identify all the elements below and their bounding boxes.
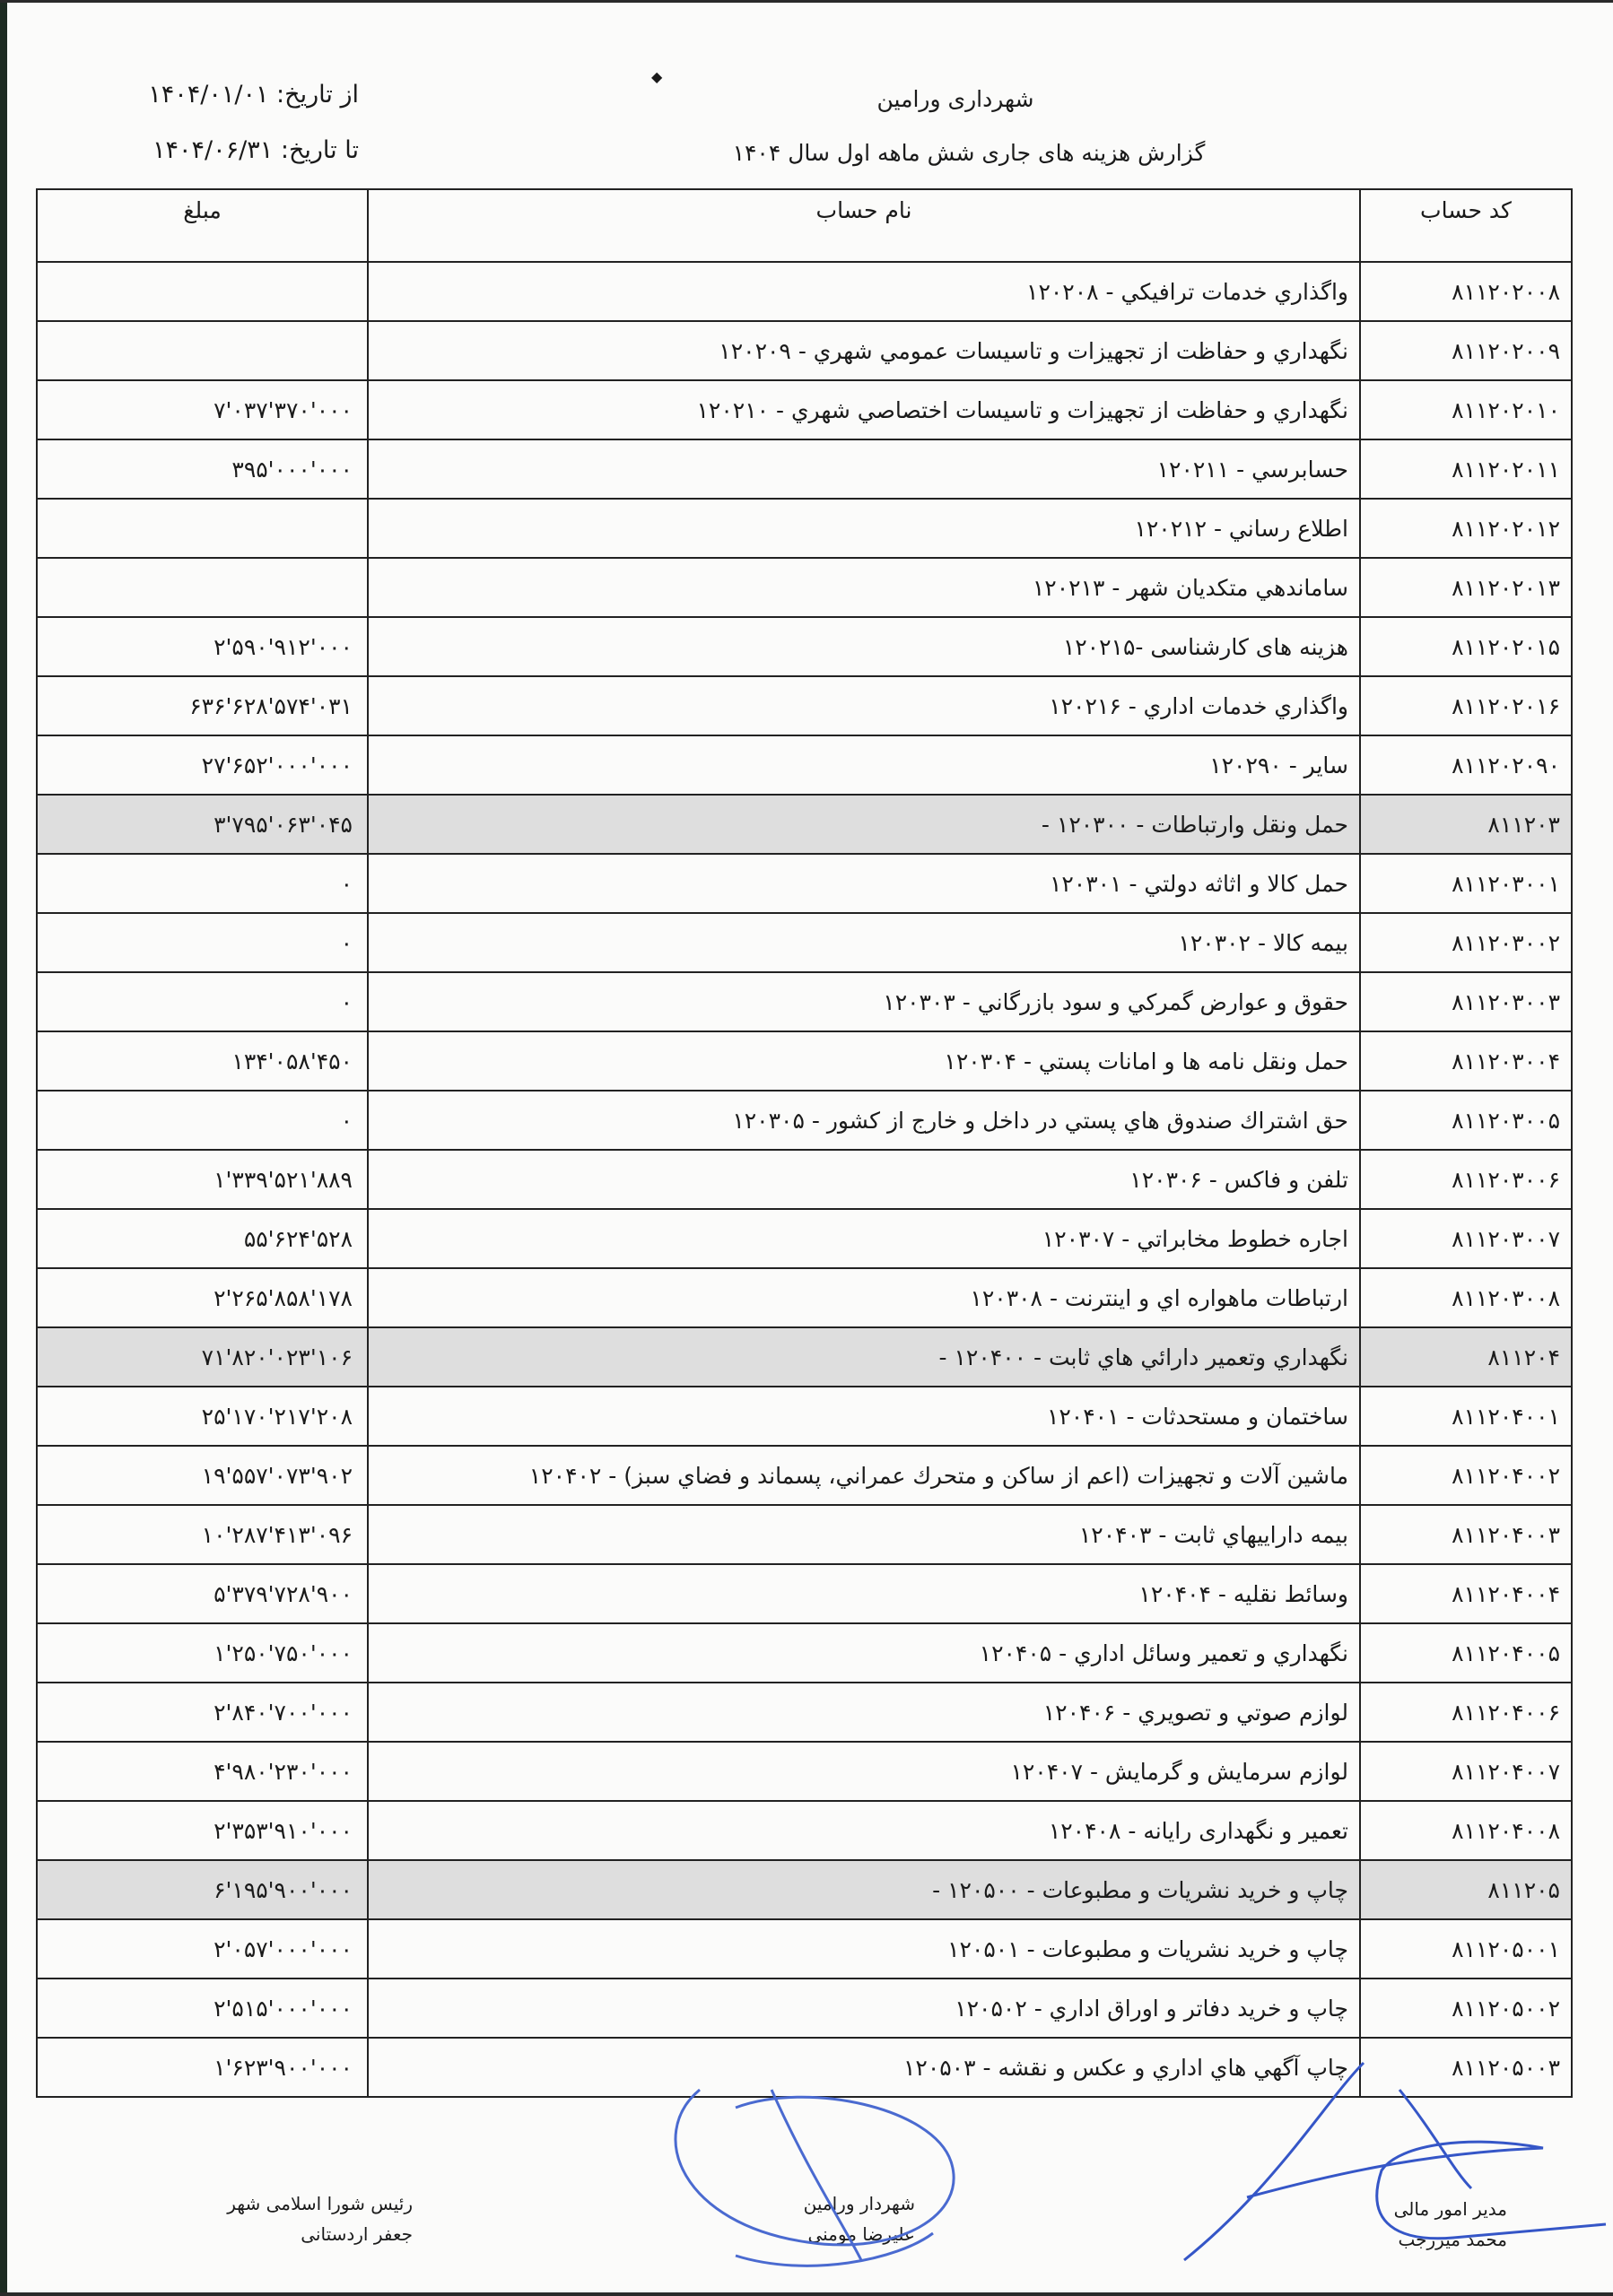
account-code: ۸۱۱۲۰۴۰۰۷ [1452, 1758, 1560, 1785]
account-name: لوازم سرمايش و گرمايش - ۱۲۰۴۰۷ [1010, 1758, 1348, 1785]
amount: ۳۹۵'۰۰۰'۰۰۰ [231, 456, 353, 483]
amount-cell [37, 1209, 368, 1268]
from-date [54, 81, 359, 109]
account-name: تلفن و فاكس - ۱۲۰۳۰۶ [1129, 1166, 1348, 1193]
amount-cell [37, 1860, 368, 1919]
amount: ۰ [340, 870, 353, 897]
account-name-cell [368, 499, 1360, 558]
table-header-row [37, 189, 1572, 262]
expense-report-table [36, 188, 1573, 2098]
account-code: ۸۱۱۲۰۳۰۰۴ [1452, 1048, 1560, 1074]
amount: ۷'۰۳۷'۳۷۰'۰۰۰ [214, 396, 353, 423]
account-code: ۸۱۱۲۰۳۰۰۶ [1452, 1166, 1560, 1193]
account-code: ۸۱۱۲۰۳۰۰۳ [1452, 988, 1560, 1015]
account-code-cell [1360, 439, 1572, 499]
account-name: وسائط نقليه - ۱۲۰۴۰۴ [1138, 1580, 1348, 1607]
account-name: بيمه كالا - ۱۲۰۳۰۲ [1178, 929, 1348, 956]
account-name-cell [368, 321, 1360, 380]
table-row [37, 499, 1572, 558]
account-code: ۸۱۱۲۰۴۰۰۲ [1452, 1462, 1560, 1489]
account-name-cell [368, 1209, 1360, 1268]
amount-cell [37, 1801, 368, 1860]
account-code: ۸۱۱۲۰۲۰۰۸ [1452, 278, 1560, 305]
account-name: حمل كالا و اثاثه دولتي - ۱۲۰۳۰۱ [1049, 870, 1348, 897]
amount: ۲۷'۶۵۲'۰۰۰'۰۰۰ [201, 752, 353, 778]
table-row [37, 972, 1572, 1031]
account-code: ۸۱۱۲۰۲۰۱۲ [1452, 515, 1560, 542]
account-name-cell [368, 913, 1360, 972]
table-row [37, 1209, 1572, 1268]
to-date-value: ۱۴۰۴/۰۶/۳۱ [153, 136, 274, 164]
amount: ۰ [340, 929, 353, 956]
amount: ۲۵'۱۷۰'۲۱۷'۲۰۸ [201, 1403, 353, 1430]
signatory-title: مدیر امور مالی [1393, 2198, 1507, 2220]
to-date-label: تا تاریخ: [280, 136, 359, 164]
account-name: ساختمان و مستحدثات - ۱۲۰۴۰۱ [1046, 1403, 1348, 1430]
amount-cell [37, 1091, 368, 1150]
table-row [37, 1623, 1572, 1683]
account-name: ساماندهي متكديان شهر - ۱۲۰۲۱۳ [1032, 574, 1348, 601]
account-name-cell [368, 1623, 1360, 1683]
account-code: ۸۱۱۲۰۴ [1487, 1344, 1560, 1370]
amount: ۲'۰۵۷'۰۰۰'۰۰۰ [214, 1935, 353, 1962]
table-row [37, 1031, 1572, 1091]
amount-cell [37, 439, 368, 499]
account-code: ۸۱۱۲۰۲۰۱۶ [1452, 692, 1560, 719]
table-row [37, 1919, 1572, 1979]
signatory-name: جعفر اردستانی [301, 2223, 413, 2245]
account-code-cell [1360, 1979, 1572, 2038]
account-code: ۸۱۱۲۰۵۰۰۳ [1452, 2054, 1560, 2081]
account-name: واگذاري خدمات ترافيكي - ۱۲۰۲۰۸ [1026, 278, 1348, 305]
column-header-amount: مبلغ [37, 189, 368, 262]
account-name-cell [368, 1801, 1360, 1860]
account-code: ۸۱۱۲۰۲۰۱۰ [1452, 396, 1560, 423]
account-name-cell [368, 1268, 1360, 1327]
signatory-title: رئیس شورا اسلامی شهر [227, 2193, 413, 2214]
to-date [54, 136, 359, 164]
account-name-cell [368, 972, 1360, 1031]
column-header-name: نام حساب [368, 189, 1360, 262]
amount-cell [37, 913, 368, 972]
account-code-cell [1360, 676, 1572, 735]
table-row [37, 1268, 1572, 1327]
account-code-cell [1360, 1801, 1572, 1860]
amount-cell [37, 854, 368, 913]
amount-cell [37, 380, 368, 439]
account-code: ۸۱۱۲۰۳۰۰۷ [1452, 1225, 1560, 1252]
amount: ۵'۳۷۹'۷۲۸'۹۰۰ [214, 1580, 353, 1607]
table-row [37, 1742, 1572, 1801]
amount-cell [37, 735, 368, 795]
account-code-cell [1360, 1209, 1572, 1268]
amount: ۱'۶۲۳'۹۰۰'۰۰۰ [214, 2054, 353, 2081]
signatory-finance-manager [1328, 2194, 1507, 2255]
account-code-cell [1360, 972, 1572, 1031]
amount-cell [37, 1683, 368, 1742]
account-code: ۸۱۱۲۰۳۰۰۱ [1452, 870, 1560, 897]
account-code: ۸۱۱۲۰۲۰۱۳ [1452, 574, 1560, 601]
account-code-cell [1360, 1268, 1572, 1327]
account-name: ارتباطات ماهواره اي و اينترنت - ۱۲۰۳۰۸ [970, 1284, 1348, 1311]
account-code-cell [1360, 1683, 1572, 1742]
account-code-cell [1360, 1446, 1572, 1505]
account-name-cell [368, 1327, 1360, 1387]
account-name: حقوق و عوارض گمركي و سود بازرگاني - ۱۲۰۳۰۳ [883, 988, 1348, 1015]
scan-border-left [0, 0, 7, 2296]
table-row [37, 1387, 1572, 1446]
table-row [37, 1091, 1572, 1150]
account-code: ۸۱۱۲۰۳۰۰۸ [1452, 1284, 1560, 1311]
account-code-cell [1360, 1091, 1572, 1150]
table-row [37, 321, 1572, 380]
table-row [37, 1683, 1572, 1742]
report-title: گزارش هزینه های جاری شش ماهه اول سال ۱۴۰۴ [732, 140, 1206, 166]
account-name: تعمير و نگهداری رايانه - ۱۲۰۴۰۸ [1048, 1817, 1348, 1844]
account-code-cell [1360, 1623, 1572, 1683]
account-name: اجاره خطوط مخابراتي - ۱۲۰۳۰۷ [1042, 1225, 1348, 1252]
account-code: ۸۱۱۲۰۵ [1487, 1876, 1560, 1903]
table-group-row [37, 795, 1572, 854]
amount: ۴'۹۸۰'۲۳۰'۰۰۰ [214, 1758, 353, 1785]
account-code-cell [1360, 1564, 1572, 1623]
account-name-cell [368, 380, 1360, 439]
account-code: ۸۱۱۲۰۴۰۰۳ [1452, 1521, 1560, 1548]
account-name-cell [368, 1505, 1360, 1564]
account-code: ۸۱۱۲۰۳۰۰۵ [1452, 1107, 1560, 1134]
amount-cell [37, 1150, 368, 1209]
ink-mark: ◆ [651, 68, 663, 85]
amount-cell [37, 1327, 368, 1387]
table-row [37, 1150, 1572, 1209]
account-name-cell [368, 558, 1360, 617]
account-code: ۸۱۱۲۰۲۰۱۵ [1452, 633, 1560, 660]
account-name-cell [368, 617, 1360, 676]
amount: ۱۹'۵۵۷'۰۷۳'۹۰۲ [201, 1462, 353, 1489]
account-code-cell [1360, 1387, 1572, 1446]
account-code-cell [1360, 795, 1572, 854]
account-code: ۸۱۱۲۰۵۰۰۲ [1452, 1995, 1560, 2022]
amount-cell [37, 1268, 368, 1327]
account-code: ۸۱۱۲۰۲۰۹۰ [1452, 752, 1560, 778]
account-name: ماشين آلات و تجهيزات (اعم از ساكن و متحرك عمراني، پسماند و فضاي سبز) - ۱۲۰۴۰۲ [528, 1462, 1348, 1489]
signatory-mayor [718, 2188, 915, 2249]
account-name-cell [368, 735, 1360, 795]
amount: ۶۳۶'۶۲۸'۵۷۴'۰۳۱ [189, 692, 353, 719]
table-group-row [37, 1860, 1572, 1919]
account-code-cell [1360, 1860, 1572, 1919]
table-row [37, 1801, 1572, 1860]
account-name-cell [368, 1919, 1360, 1979]
account-name-cell [368, 1860, 1360, 1919]
account-name-cell [368, 1031, 1360, 1091]
amount-cell [37, 1742, 368, 1801]
amount: ۱۰'۲۸۷'۴۱۳'۰۹۶ [201, 1521, 353, 1548]
table-row [37, 854, 1572, 913]
account-code: ۸۱۱۲۰۳ [1487, 811, 1560, 838]
account-code-cell [1360, 1919, 1572, 1979]
scan-border-bottom [0, 2292, 1613, 2296]
account-code-cell [1360, 558, 1572, 617]
amount-cell [37, 1387, 368, 1446]
account-name-cell [368, 262, 1360, 321]
table-row [37, 262, 1572, 321]
account-code-cell [1360, 913, 1572, 972]
account-name-cell [368, 1150, 1360, 1209]
table-row [37, 1505, 1572, 1564]
account-code-cell [1360, 1327, 1572, 1387]
account-name: حسابرسي - ۱۲۰۲۱۱ [1156, 456, 1348, 483]
account-name: حمل ونقل وارتباطات - ۱۲۰۳۰۰ - [1041, 811, 1348, 838]
account-name-cell [368, 1683, 1360, 1742]
amount-cell [37, 321, 368, 380]
signatory-council-head [144, 2188, 413, 2249]
amount: ۱'۳۳۹'۵۲۱'۸۸۹ [214, 1166, 353, 1193]
table-row [37, 1564, 1572, 1623]
scan-border-top [0, 0, 1613, 3]
account-name: حمل ونقل نامه ها و امانات پستي - ۱۲۰۳۰۴ [944, 1048, 1348, 1074]
amount: ۱۳۴'۰۵۸'۴۵۰ [231, 1048, 353, 1074]
account-code: ۸۱۱۲۰۵۰۰۱ [1452, 1935, 1560, 1962]
account-name-cell [368, 1979, 1360, 2038]
account-name: چاپ و خريد نشريات و مطبوعات - ۱۲۰۵۰۱ [947, 1935, 1348, 1962]
signatory-title: شهردار ورامین [803, 2193, 915, 2214]
account-name-cell [368, 1446, 1360, 1505]
column-header-code: کد حساب [1360, 189, 1572, 262]
amount: ۲'۳۵۳'۹۱۰'۰۰۰ [214, 1817, 353, 1844]
from-date-value: ۱۴۰۴/۰۱/۰۱ [148, 81, 269, 109]
table-row [37, 735, 1572, 795]
account-code-cell [1360, 499, 1572, 558]
account-name: چاپ آگهي هاي اداري و عكس و نقشه - ۱۲۰۵۰۳ [902, 2054, 1348, 2081]
signatory-name: علیرضا مومنی [807, 2223, 915, 2245]
account-name-cell [368, 1387, 1360, 1446]
table-row [37, 1446, 1572, 1505]
account-code-cell [1360, 854, 1572, 913]
account-name: چاپ و خريد نشريات و مطبوعات - ۱۲۰۵۰۰ - [932, 1876, 1348, 1903]
amount-cell [37, 1564, 368, 1623]
table-row [37, 913, 1572, 972]
amount: ۰ [340, 988, 353, 1015]
account-name: بيمه داراييهاي ثابت - ۱۲۰۴۰۳ [1078, 1521, 1348, 1548]
account-code: ۸۱۱۲۰۴۰۰۱ [1452, 1403, 1560, 1430]
account-name: ساير - ۱۲۰۲۹۰ [1209, 752, 1348, 778]
amount-cell [37, 1919, 368, 1979]
amount-cell [37, 795, 368, 854]
account-name-cell [368, 854, 1360, 913]
amount: ۵۵'۶۲۴'۵۲۸ [243, 1225, 353, 1252]
table-row [37, 558, 1572, 617]
account-name-cell [368, 2038, 1360, 2097]
amount-cell [37, 1505, 368, 1564]
account-name: نگهداري و تعمير وسائل اداري - ۱۲۰۴۰۵ [979, 1639, 1348, 1666]
account-name: حق اشتراك صندوق هاي پستي در داخل و خارج از كشور - ۱۲۰۳۰۵ [732, 1107, 1348, 1134]
amount-cell [37, 1979, 368, 2038]
amount: ۲'۲۶۵'۸۵۸'۱۷۸ [214, 1284, 353, 1311]
amount-cell [37, 2038, 368, 2097]
account-name: نگهداري و حفاظت از تجهيزات و تاسيسات عمومي شهري - ۱۲۰۲۰۹ [719, 337, 1348, 364]
amount-cell [37, 1623, 368, 1683]
table-group-row [37, 1327, 1572, 1387]
account-name-cell [368, 439, 1360, 499]
organization-title: شهرداری ورامین [876, 86, 1034, 112]
account-code-cell [1360, 321, 1572, 380]
amount: ۲'۵۱۵'۰۰۰'۰۰۰ [214, 1995, 353, 2022]
amount-cell [37, 558, 368, 617]
amount: ۲'۵۹۰'۹۱۲'۰۰۰ [214, 633, 353, 660]
amount: ۶'۱۹۵'۹۰۰'۰۰۰ [214, 1876, 353, 1903]
amount-cell [37, 262, 368, 321]
account-name: نگهداري و حفاظت از تجهيزات و تاسيسات اختصاصي شهري - ۱۲۰۲۱۰ [696, 396, 1348, 423]
signatory-name: محمد میررجب [1398, 2229, 1507, 2250]
account-name: هزینه های کارشناسی -۱۲۰۲۱۵ [1062, 633, 1348, 660]
account-code: ۸۱۱۲۰۴۰۰۴ [1452, 1580, 1560, 1607]
account-code: ۸۱۱۲۰۴۰۰۸ [1452, 1817, 1560, 1844]
account-code: ۸۱۱۲۰۴۰۰۵ [1452, 1639, 1560, 1666]
amount: ۱'۲۵۰'۷۵۰'۰۰۰ [214, 1639, 353, 1666]
table-row [37, 1979, 1572, 2038]
account-code: ۸۱۱۲۰۲۰۱۱ [1452, 456, 1560, 483]
amount-cell [37, 972, 368, 1031]
from-date-label: از تاریخ: [276, 81, 359, 109]
account-code-cell [1360, 262, 1572, 321]
account-name: لوازم صوتي و تصويري - ۱۲۰۴۰۶ [1042, 1699, 1348, 1726]
amount-cell [37, 617, 368, 676]
account-name: چاپ و خريد دفاتر و اوراق اداري - ۱۲۰۵۰۲ [955, 1995, 1348, 2022]
amount: ۷۱'۸۲۰'۰۲۳'۱۰۶ [201, 1344, 353, 1370]
account-name-cell [368, 1564, 1360, 1623]
table-row [37, 676, 1572, 735]
table-row [37, 439, 1572, 499]
amount: ۰ [340, 1107, 353, 1134]
amount: ۳'۷۹۵'۰۶۳'۰۴۵ [214, 811, 353, 838]
account-code-cell [1360, 1031, 1572, 1091]
table-row [37, 617, 1572, 676]
amount: ۲'۸۴۰'۷۰۰'۰۰۰ [214, 1699, 353, 1726]
account-code-cell [1360, 617, 1572, 676]
amount-cell [37, 676, 368, 735]
table-row [37, 2038, 1572, 2097]
table-row [37, 380, 1572, 439]
account-code-cell [1360, 380, 1572, 439]
account-code-cell [1360, 1150, 1572, 1209]
account-name-cell [368, 795, 1360, 854]
account-name: واگذاري خدمات اداري - ۱۲۰۲۱۶ [1049, 692, 1348, 719]
account-code: ۸۱۱۲۰۲۰۰۹ [1452, 337, 1560, 364]
amount-cell [37, 1446, 368, 1505]
account-name-cell [368, 1742, 1360, 1801]
amount-cell [37, 499, 368, 558]
account-code-cell [1360, 2038, 1572, 2097]
account-name: اطلاع رساني - ۱۲۰۲۱۲ [1134, 515, 1348, 542]
account-code-cell [1360, 1505, 1572, 1564]
account-name-cell [368, 1091, 1360, 1150]
account-name-cell [368, 676, 1360, 735]
account-code: ۸۱۱۲۰۴۰۰۶ [1452, 1699, 1560, 1726]
account-code-cell [1360, 1742, 1572, 1801]
account-code: ۸۱۱۲۰۳۰۰۲ [1452, 929, 1560, 956]
account-name: نگهداري وتعمير دارائي هاي ثابت - ۱۲۰۴۰۰ - [938, 1344, 1348, 1370]
account-code-cell [1360, 735, 1572, 795]
amount-cell [37, 1031, 368, 1091]
